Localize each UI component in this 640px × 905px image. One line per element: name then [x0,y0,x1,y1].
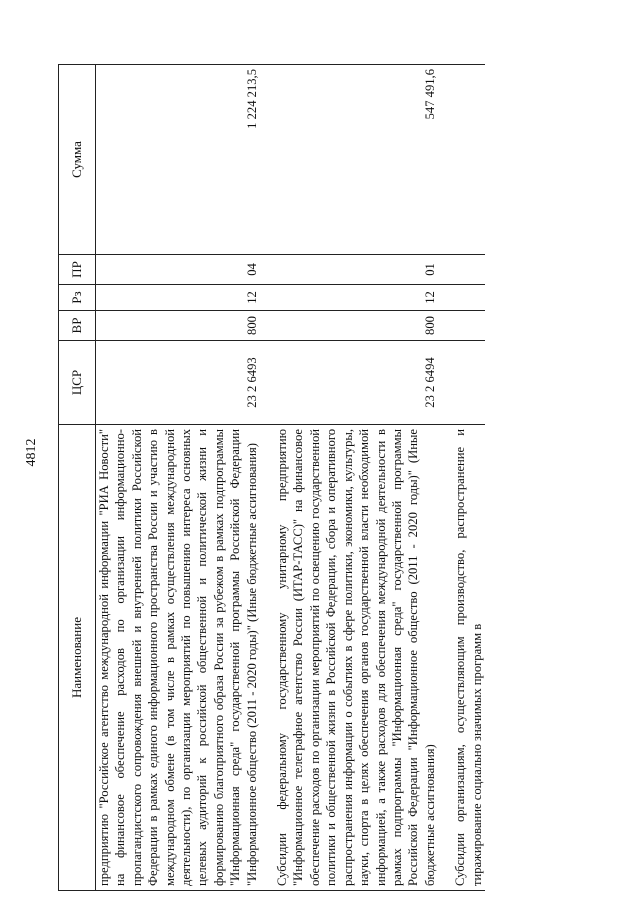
row-rz-cell [452,285,485,311]
header-pr: ПР [59,255,96,285]
table-row [96,65,261,891]
row-name-cell [452,425,485,891]
row-name-cell [274,425,438,891]
row-name-cell [96,425,261,891]
row-pr-cell [452,255,485,285]
row-name-text: Субсидии организациям, осуществляющим производство, распространение и тиражирование социально значимых программ в [453,429,484,886]
header-vr: ВР [59,311,96,341]
row-spacer [438,65,452,891]
row-rz-cell: 12 [96,285,261,311]
row-sum-cell [452,65,485,255]
row-spacer [260,65,274,891]
page-number: 4812 [24,438,39,467]
row-vr-cell [452,311,485,341]
row-sum-cell: 547 491,6 [274,65,438,255]
row-csr-cell [452,341,485,425]
row-vr-cell: 800 [274,311,438,341]
table-header-row [59,65,96,891]
row-rz-cell: 12 [274,285,438,311]
row-vr-cell: 800 [96,311,261,341]
header-csr: ЦСР [59,341,96,425]
row-sum-cell: 1 224 213,5 [96,65,261,255]
row-csr-cell: 23 2 6494 [274,341,438,425]
row-csr-cell: 23 2 6493 [96,341,261,425]
header-rz: Рз [59,285,96,311]
table-row [274,65,438,891]
row-pr-cell: 01 [274,255,438,285]
row-pr-cell: 04 [96,255,261,285]
header-name: Наименование [59,425,96,891]
budget-table [58,64,485,891]
row-name-text: Субсидии федеральному государственному унитарному предприятию "Информационное телеграфное агентство России (ИТАР-ТАСС)" на финансовое обеспечение расходов по организации мероприятий по освещению государственной политики и общественной жизни в Российской Федерации, сбора и оперативного распространения информации о событиях в сфере политики, экономики, культуры, науки, спорта в целях обеспечения органов государственной власти необходимой информацией, а также расходов для обеспечения международной деятельности в рамках подпрограммы "Информационная среда" государственной программы Российской Федерации "Информационное общество (2011 - 2020 годы)" (Иные бюджетные ассигнования) [275,429,437,886]
header-sum: Сумма [59,65,96,255]
row-name-text: предприятию "Российское агентство международной информации "РИА Новости" на финансовое обеспечение расходов по организации информационно-пропагандистского сопровождения внешней и внутренней политики Российской Федерации в рамках единого информационного пространства России и участию в международном обмене (в том числе в рамках осуществления международной деятельности), по организации мероприятий по повышению интереса основных целевых аудиторий к российской общественной и политической жизни и формированию благоприятного образа России за рубежом в рамках подпрограммы "Информационная среда" государственной программы Российской Федерации "Информационное общество (2011 - 2020 годы)" (Иные бюджетные ассигнования) [97,429,259,886]
table-row [452,65,485,891]
